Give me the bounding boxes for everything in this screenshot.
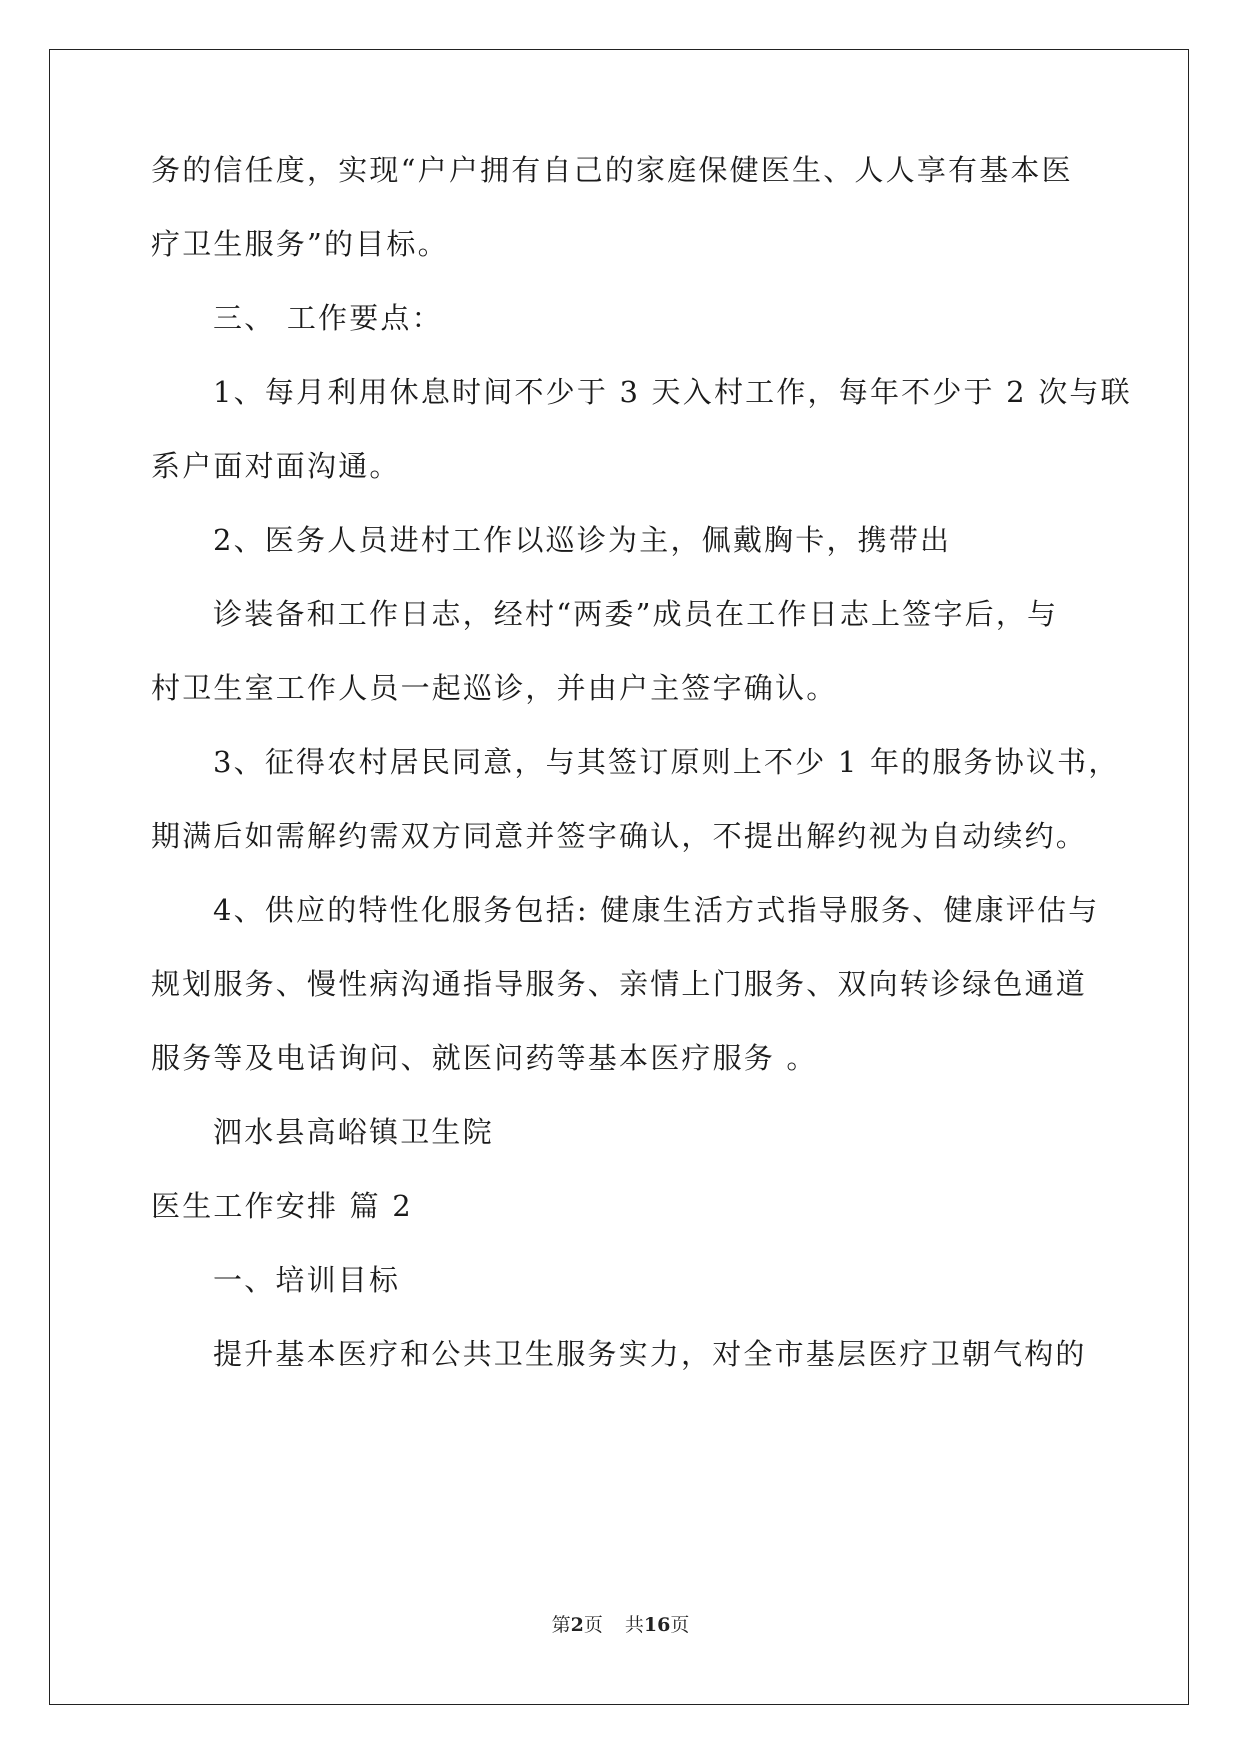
page-suffix: 页 — [583, 1614, 603, 1636]
text-line: 期满后如需解约需双方同意并签字确认，不提出解约视为自动续约。 — [151, 819, 1088, 853]
section-heading: 三、 工作要点： — [213, 301, 443, 335]
page-footer — [0, 1610, 1241, 1637]
text-line: 2、医务人员进村工作以巡诊为主，佩戴胸卡，携带出 — [213, 523, 952, 557]
text-line: 务的信任度，实现“户户拥有自己的家庭保健医生、人人享有基本医 — [151, 153, 1073, 187]
text-line: 1、每月利用休息时间不少于 3 天入村工作，每年不少于 2 次与联 — [213, 375, 1132, 409]
page-frame — [49, 49, 1189, 1705]
text-line: 诊装备和工作日志，经村“两委”成员在工作日志上签字后，与 — [213, 597, 1059, 631]
total-pages: 16 — [643, 1614, 671, 1636]
page-number: 2 — [570, 1614, 584, 1636]
text-line: 服务等及电话询问、就医问药等基本医疗服务 。 — [151, 1041, 818, 1075]
page-prefix: 第 — [551, 1614, 571, 1636]
text-line: 4、供应的特性化服务包括: 健康生活方式指导服务、健康评估与 — [213, 893, 1100, 927]
text-line: 系户面对面沟通。 — [151, 449, 401, 483]
article-title: 医生工作安排 篇 2 — [151, 1189, 413, 1223]
total-suffix: 页 — [670, 1614, 690, 1636]
signature-line: 泗水县高峪镇卫生院 — [213, 1115, 494, 1149]
total-prefix: 共 — [624, 1614, 644, 1636]
text-line: 村卫生室工作人员一起巡诊，并由户主签字确认。 — [151, 671, 838, 705]
text-line: 提升基本医疗和公共卫生服务实力，对全市基层医疗卫朝气构的 — [213, 1337, 1087, 1371]
text-line: 疗卫生服务”的目标。 — [151, 227, 449, 261]
text-line: 3、征得农村居民同意，与其签订原则上不少 1 年的服务协议书， — [213, 745, 1120, 779]
text-line: 规划服务、慢性病沟通指导服务、亲情上门服务、双向转诊绿色通道 — [151, 967, 1088, 1001]
section-heading: 一、培训目标 — [213, 1263, 401, 1297]
